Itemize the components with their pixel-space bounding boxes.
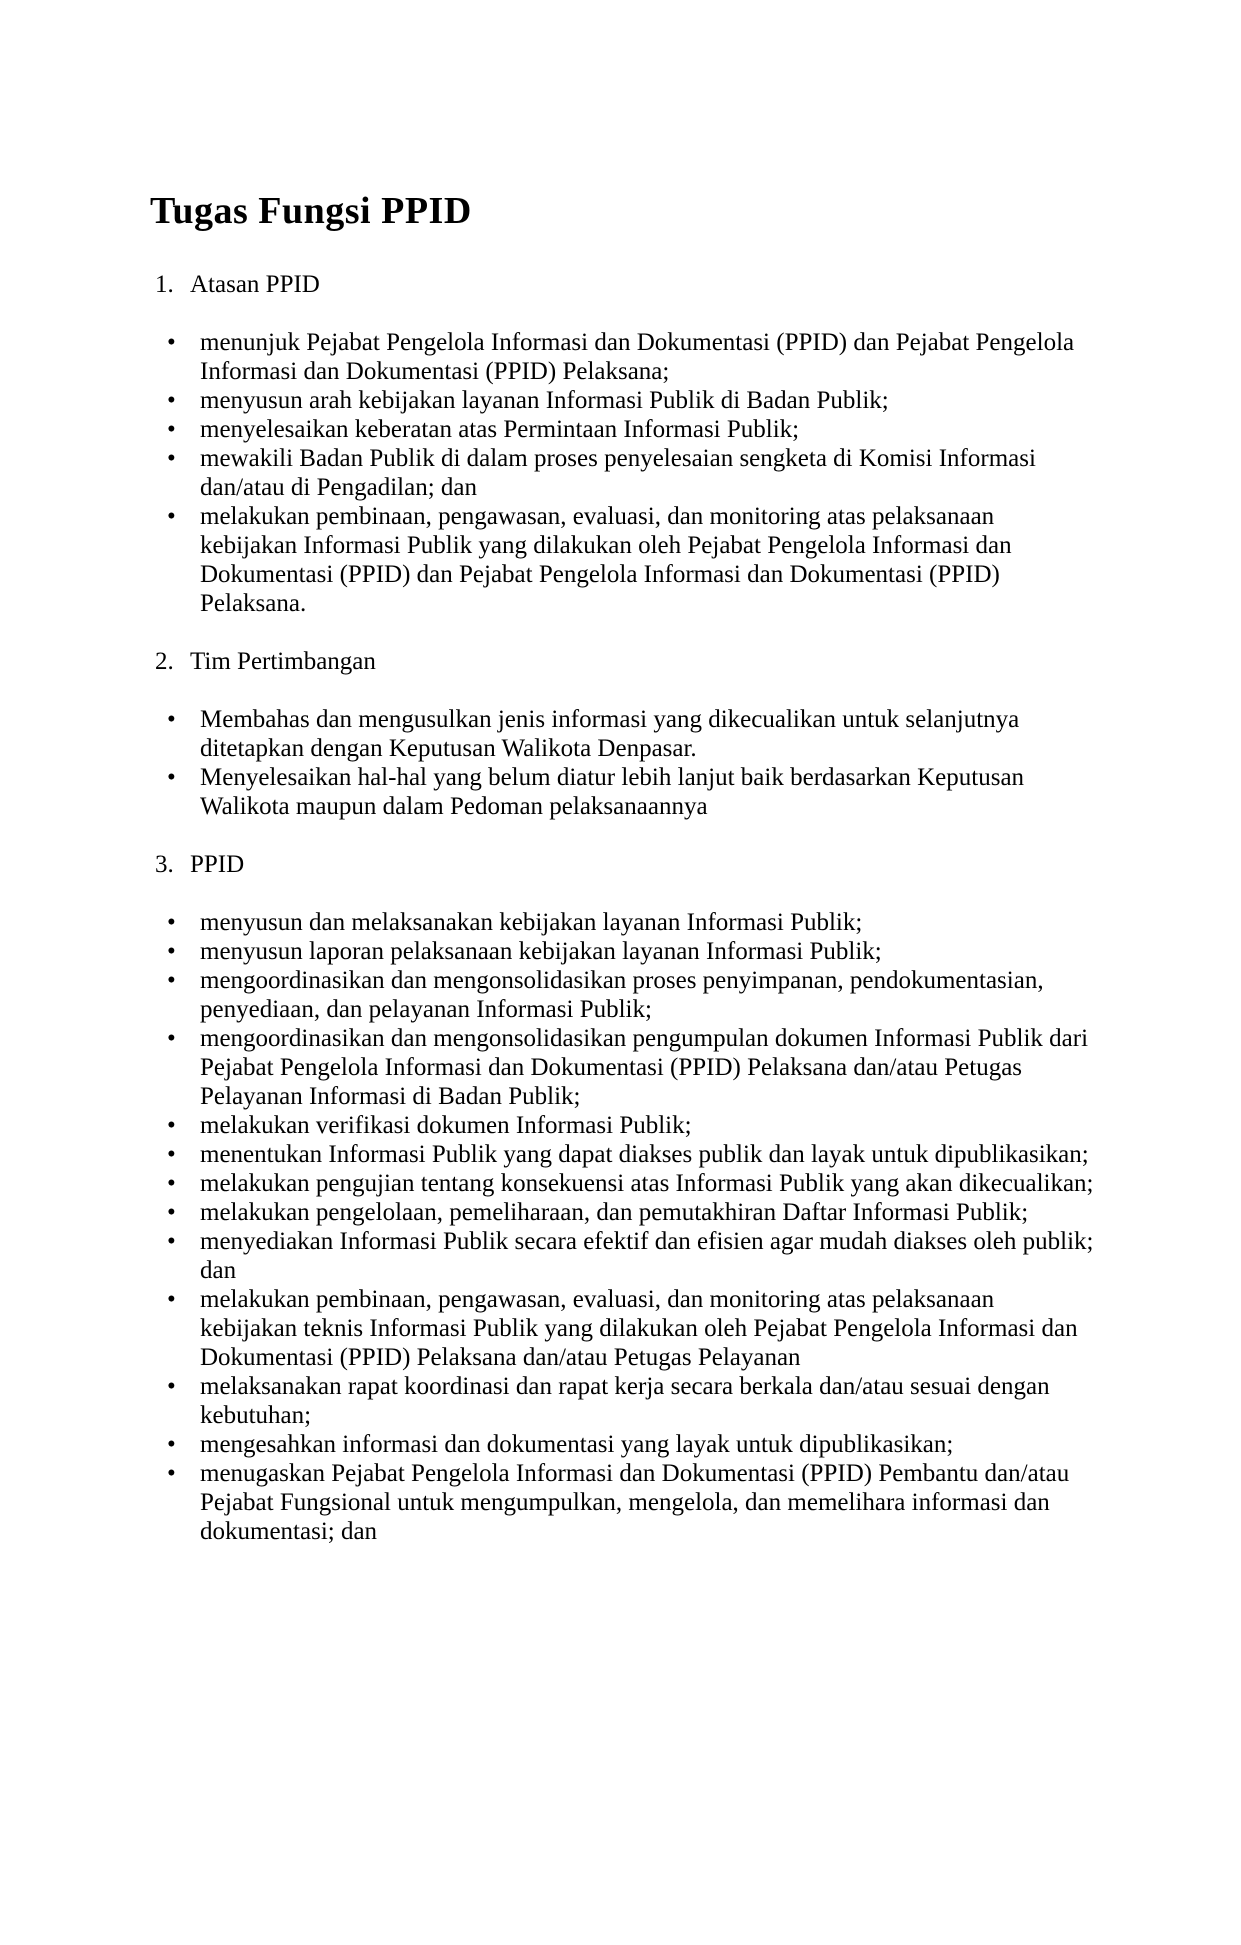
list-item-text: menyusun laporan pelaksanaan kebijakan layanan Informasi Publik; xyxy=(200,938,882,965)
list-item xyxy=(167,763,1095,821)
page-title: Tugas Fungsi PPID xyxy=(150,190,472,232)
bullet-icon: • xyxy=(167,1373,176,1400)
list-item xyxy=(167,705,1095,763)
list-item-text: melakukan pembinaan, pengawasan, evaluasi, dan monitoring atas pelaksanaan kebijakan teknis Informasi Publik yang dilakukan oleh Pejabat Pengelola Informasi dan Dokumentasi (PPID) Pelaksana dan/atau Petugas Pelayanan xyxy=(200,1286,1078,1371)
bullet-icon: • xyxy=(167,1170,176,1197)
list-item-text: mengesahkan informasi dan dokumentasi yang layak untuk dipublikasikan; xyxy=(200,1431,954,1458)
bullet-icon: • xyxy=(167,387,176,414)
list-item-text: melakukan verifikasi dokumen Informasi Publik; xyxy=(200,1112,692,1139)
document-section xyxy=(150,647,1181,821)
list-item-text: menyediakan Informasi Publik secara efektif dan efisien agar mudah diakses oleh publik; dan xyxy=(200,1228,1094,1284)
list-item xyxy=(167,1024,1095,1111)
section-heading xyxy=(150,270,1181,299)
bullet-icon: • xyxy=(167,503,176,530)
list-item-text: menyusun arah kebijakan layanan Informasi Publik di Badan Publik; xyxy=(200,387,889,414)
bullet-icon: • xyxy=(167,967,176,994)
list-item xyxy=(167,966,1095,1024)
bullet-icon: • xyxy=(167,1199,176,1226)
section-number: 1. xyxy=(155,271,174,298)
list-item xyxy=(167,415,1095,444)
section-title: PPID xyxy=(190,851,245,878)
bullet-icon: • xyxy=(167,706,176,733)
bullet-icon: • xyxy=(167,1431,176,1458)
bullet-list xyxy=(150,908,1095,1546)
list-item xyxy=(167,1372,1095,1430)
document-section xyxy=(150,850,1181,1546)
list-item xyxy=(167,444,1095,502)
list-item-text: melaksanakan rapat koordinasi dan rapat kerja secara berkala dan/atau sesuai dengan kebutuhan; xyxy=(200,1373,1050,1429)
section-heading xyxy=(150,850,1181,879)
list-item-text: mengoordinasikan dan mengonsolidasikan proses penyimpanan, pendokumentasian, penyediaan, dan pelayanan Informasi Publik; xyxy=(200,967,1044,1023)
bullet-icon: • xyxy=(167,416,176,443)
list-item-text: melakukan pembinaan, pengawasan, evaluasi, dan monitoring atas pelaksanaan kebijakan Informasi Publik yang dilakukan oleh Pejabat Pengelola Informasi dan Dokumentasi (PPID) dan Pejabat Pengelola Informasi dan Dokumentasi (PPID) Pelaksana. xyxy=(200,503,1012,617)
document-section xyxy=(150,270,1181,618)
list-item xyxy=(167,502,1095,618)
list-item xyxy=(167,1430,1095,1459)
list-item-text: menyelesaikan keberatan atas Permintaan Informasi Publik; xyxy=(200,416,800,443)
list-item-text: menyusun dan melaksanakan kebijakan layanan Informasi Publik; xyxy=(200,909,863,936)
bullet-icon: • xyxy=(167,1141,176,1168)
bullet-icon: • xyxy=(167,1025,176,1052)
list-item-text: menentukan Informasi Publik yang dapat diakses publik dan layak untuk dipublikasikan; xyxy=(200,1141,1089,1168)
list-item xyxy=(167,1140,1095,1169)
bullet-icon: • xyxy=(167,764,176,791)
section-number: 2. xyxy=(155,648,174,675)
list-item-text: melakukan pengujian tentang konsekuensi atas Informasi Publik yang akan dikecualikan; xyxy=(200,1170,1094,1197)
section-title: Atasan PPID xyxy=(190,271,320,298)
section-title: Tim Pertimbangan xyxy=(190,648,376,675)
section-number: 3. xyxy=(155,851,174,878)
section-heading xyxy=(150,647,1181,676)
bullet-list xyxy=(150,705,1095,821)
bullet-icon: • xyxy=(167,1112,176,1139)
bullet-icon: • xyxy=(167,909,176,936)
list-item xyxy=(167,908,1095,937)
list-item xyxy=(167,1459,1095,1546)
bullet-icon: • xyxy=(167,1286,176,1313)
bullet-icon: • xyxy=(167,1228,176,1255)
list-item xyxy=(167,1227,1095,1285)
list-item xyxy=(167,1169,1095,1198)
bullet-icon: • xyxy=(167,445,176,472)
list-item xyxy=(167,1285,1095,1372)
list-item-text: mewakili Badan Publik di dalam proses penyelesaian sengketa di Komisi Informasi dan/atau di Pengadilan; dan xyxy=(200,445,1036,501)
list-item xyxy=(167,1111,1095,1140)
list-item-text: menugaskan Pejabat Pengelola Informasi dan Dokumentasi (PPID) Pembantu dan/atau Pejabat Fungsional untuk mengumpulkan, mengelola, dan memelihara informasi dan dokumentasi; dan xyxy=(200,1460,1070,1545)
bullet-list xyxy=(150,328,1095,618)
document-page xyxy=(0,190,1241,1546)
list-item xyxy=(167,1198,1095,1227)
bullet-icon: • xyxy=(167,938,176,965)
list-item-text: Menyelesaikan hal-hal yang belum diatur lebih lanjut baik berdasarkan Keputusan Walikota maupun dalam Pedoman pelaksanaannya xyxy=(200,764,1025,820)
list-item xyxy=(167,328,1095,386)
list-item-text: mengoordinasikan dan mengonsolidasikan pengumpulan dokumen Informasi Publik dari Pejabat Pengelola Informasi dan Dokumentasi (PPID) Pelaksana dan/atau Petugas Pelayanan Informasi di Badan Publik; xyxy=(200,1025,1089,1110)
list-item-text: melakukan pengelolaan, pemeliharaan, dan pemutakhiran Daftar Informasi Publik; xyxy=(200,1199,1029,1226)
bullet-icon: • xyxy=(167,329,176,356)
list-item xyxy=(167,386,1095,415)
list-item xyxy=(167,937,1095,966)
list-item-text: Membahas dan mengusulkan jenis informasi yang dikecualikan untuk selanjutnya ditetapkan dengan Keputusan Walikota Denpasar. xyxy=(200,706,1020,762)
sections-container xyxy=(150,270,1181,1546)
list-item-text: menunjuk Pejabat Pengelola Informasi dan Dokumentasi (PPID) dan Pejabat Pengelola Informasi dan Dokumentasi (PPID) Pelaksana; xyxy=(200,329,1075,385)
bullet-icon: • xyxy=(167,1460,176,1487)
